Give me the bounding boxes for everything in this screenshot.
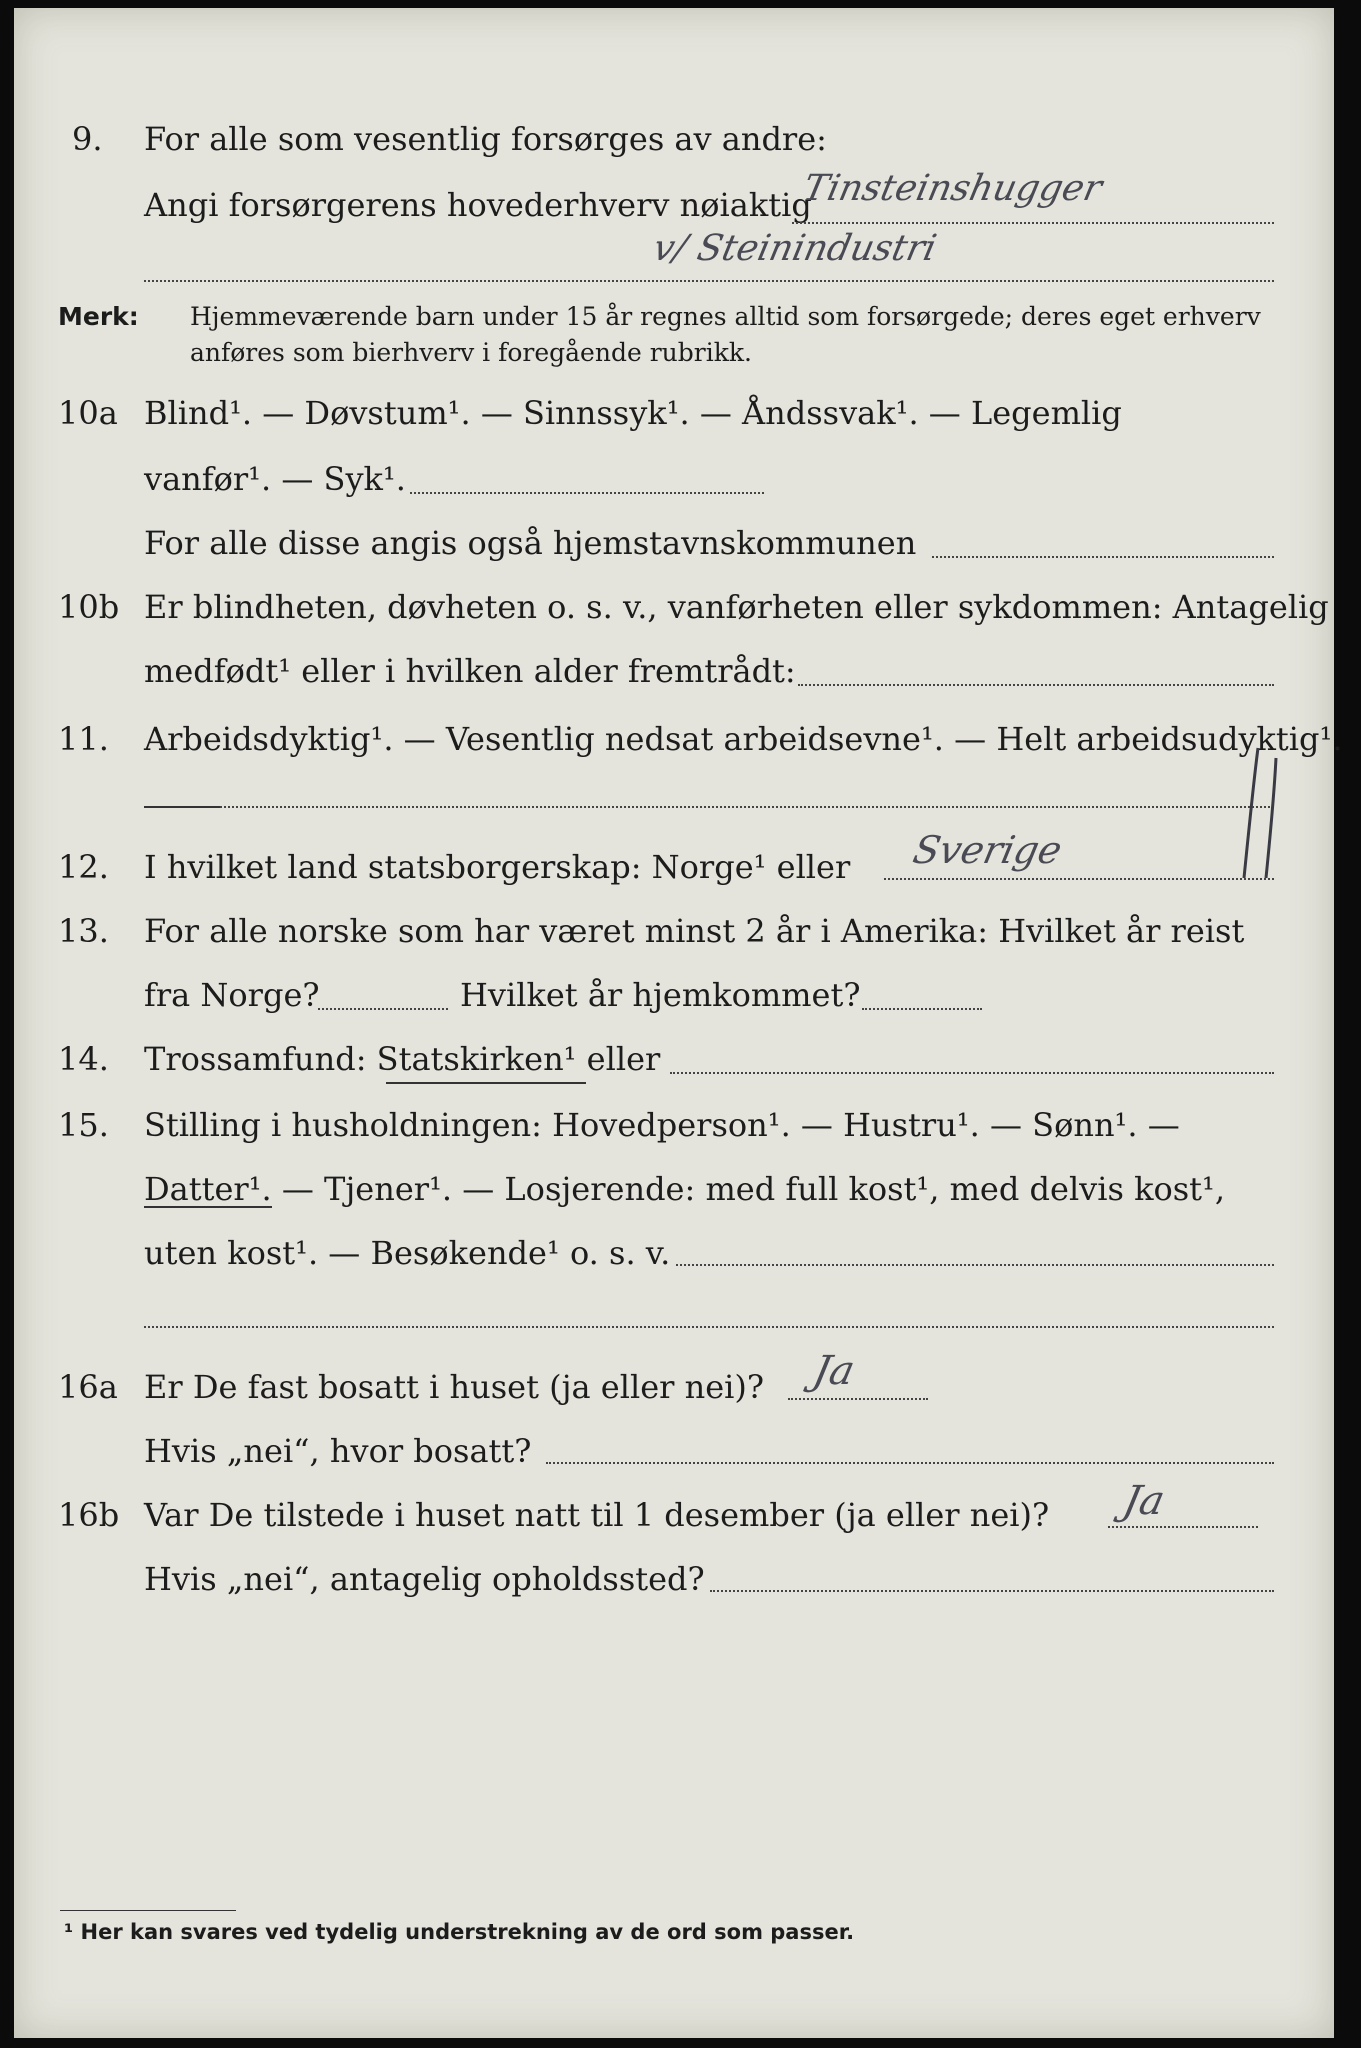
- q16a-answer-line: [788, 1398, 928, 1400]
- q14-line1: Trossamfund: Statskirken¹ eller: [144, 1040, 661, 1078]
- q16b-line2: Hvis „nei“, antagelig opholdssted?: [144, 1560, 705, 1598]
- q15-answer-line: [676, 1264, 1274, 1266]
- q15-datter-underline: [144, 1206, 272, 1208]
- q9-line2: Angi forsørgerens hovederhverv nøiaktig: [144, 186, 812, 224]
- merk-label: Merk:: [58, 302, 139, 331]
- q9-number: 9.: [72, 120, 103, 158]
- q16a-handwritten-answer: Ja: [809, 1348, 859, 1394]
- q16b-line1: Var De tilstede i huset natt til 1 desember (ja eller nei)?: [144, 1496, 1050, 1534]
- q10a-line1: Blind¹. — Døvstum¹. — Sinnssyk¹. — Åndssvak¹. — Legemlig: [144, 394, 1122, 432]
- merk-line2: anføres som bierhverv i foregående rubrikk.: [190, 338, 752, 367]
- q10b-line1: Er blindheten, døvheten o. s. v., vanførheten eller sykdommen: Antagelig: [144, 588, 1329, 626]
- q15-line2: Datter¹. — Tjener¹. — Losjerende: med full kost¹, med delvis kost¹,: [144, 1170, 1226, 1208]
- q13-line1: For alle norske som har været minst 2 år i Amerika: Hvilket år reist: [144, 912, 1245, 950]
- q11-check-mark: [1214, 738, 1294, 888]
- q11-answer-line: [220, 806, 1274, 808]
- q11-line1: Arbeidsdyktig¹. — Vesentlig nedsat arbeidsevne¹. — Helt arbeidsudyktig¹.: [144, 720, 1343, 758]
- q13-number: 13.: [58, 912, 109, 950]
- q15-line1: Stilling i husholdningen: Hovedperson¹. — Hustru¹. — Sønn¹. —: [144, 1106, 1180, 1144]
- q10a-line2: vanfør¹. — Syk¹.: [144, 460, 406, 498]
- q12-number: 12.: [58, 848, 109, 886]
- q10b-number: 10b: [58, 588, 120, 626]
- merk-line1: Hjemmeværende barn under 15 år regnes alltid som forsørgede; deres eget erhverv: [190, 302, 1261, 331]
- q15-number: 15.: [58, 1106, 109, 1144]
- q13-reist-answer-line: [318, 1008, 448, 1010]
- q12-line1: I hvilket land statsborgerskap: Norge¹ eller: [144, 848, 851, 886]
- q10b-answer-line: [798, 684, 1274, 686]
- census-form-page: [14, 8, 1343, 2038]
- q16b-answer-line: [1108, 1526, 1258, 1528]
- q9-answer-line1: [792, 222, 1274, 224]
- q11-number: 11.: [58, 720, 109, 758]
- q10a-syk-answer-line: [410, 492, 764, 494]
- q15-line3: uten kost¹. — Besøkende¹ o. s. v.: [144, 1234, 671, 1272]
- q10a-number: 10a: [58, 394, 118, 432]
- q16a-line2: Hvis „nei“, hvor bosatt?: [144, 1432, 532, 1470]
- q14-number: 14.: [58, 1040, 109, 1078]
- q9-line1: For alle som vesentlig forsørges av andre:: [144, 120, 827, 158]
- q16b-opholdssted-answer-line: [710, 1590, 1274, 1592]
- q14-statskirken-underline: [386, 1082, 586, 1084]
- footnote-separator: [60, 1910, 236, 1911]
- q12-handwritten-answer: Sverige: [909, 828, 1066, 872]
- q11-underline-mark: [144, 806, 220, 808]
- q14-answer-line: [670, 1072, 1274, 1074]
- q13-hjemkommet-answer-line: [862, 1008, 982, 1010]
- q9-handwritten-answer1: Tinsteinshugger: [799, 168, 1106, 209]
- q9-handwritten-answer2: v/ Steinindustri: [649, 228, 940, 269]
- q16a-number: 16a: [58, 1368, 118, 1406]
- q10a-hjemstavn-answer-line: [932, 556, 1274, 558]
- q9-answer-line2: [144, 280, 1274, 282]
- q10a-line3: For alle disse angis også hjemstavnskommunen: [144, 524, 917, 562]
- q12-answer-line: [884, 878, 1274, 880]
- q13-line2b: Hvilket år hjemkommet?: [460, 976, 861, 1014]
- q16b-handwritten-answer: Ja: [1119, 1478, 1169, 1524]
- q16a-line1: Er De fast bosatt i huset (ja eller nei)?: [144, 1368, 765, 1406]
- footnote: ¹ Her kan svares ved tydelig understrekning av de ord som passer.: [64, 1920, 855, 1944]
- q15-extra-answer-line: [144, 1326, 1274, 1328]
- q13-line2a: fra Norge?: [144, 976, 320, 1014]
- q10b-line2: medfødt¹ eller i hvilken alder fremtrådt:: [144, 652, 796, 690]
- q16a-bosatt-answer-line: [546, 1462, 1274, 1464]
- q16b-number: 16b: [58, 1496, 120, 1534]
